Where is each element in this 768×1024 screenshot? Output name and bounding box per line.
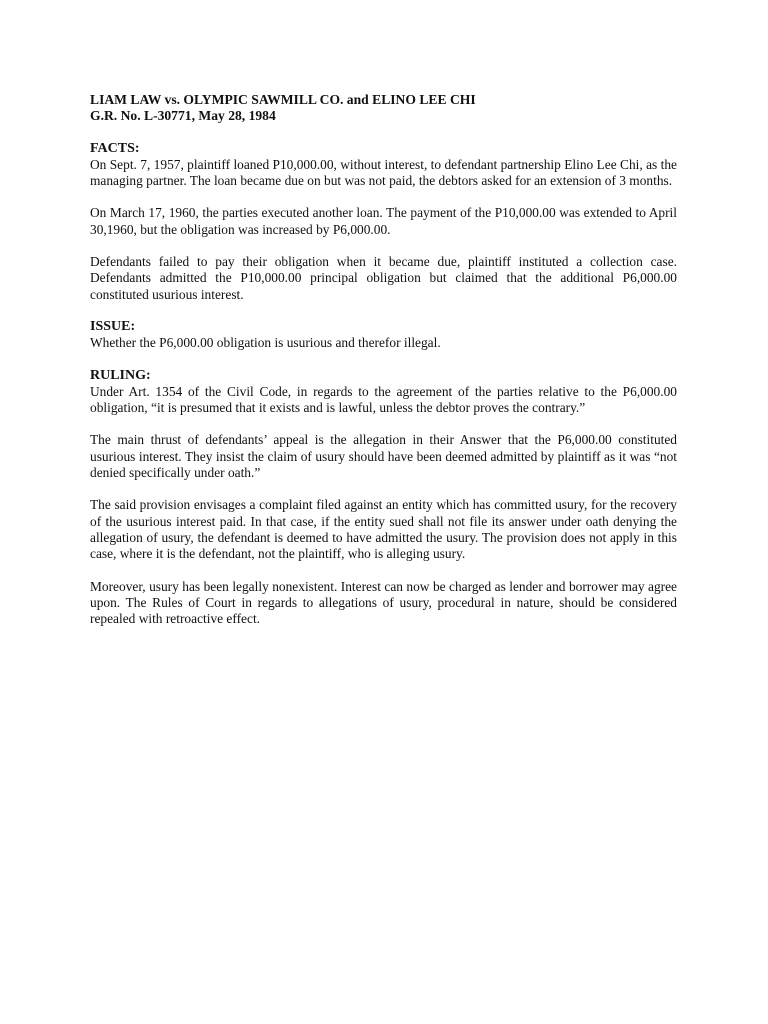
facts-heading: FACTS: — [90, 140, 140, 156]
ruling-paragraph-2: The main thrust of defendants’ appeal is the allegation in their Answer that the P6,000.00 constituted usurious interest. They insist the claim of usury should have been deemed admitted by plaintiff as it was “not denied specifically under oath.” — [90, 432, 677, 481]
ruling-paragraph-4: Moreover, usury has been legally nonexistent. Interest can now be charged as lender and borrower may agree upon. The Rules of Court in regards to allegations of usury, procedural in nature, should be considered repealed with retroactive effect. — [90, 578, 677, 627]
document-page — [90, 92, 677, 627]
case-citation: G.R. No. L-30771, May 28, 1984 — [90, 108, 276, 124]
facts-paragraph-2: On March 17, 1960, the parties executed another loan. The payment of the P10,000.00 was extended to April 30,1960, but the obligation was increased by P6,000.00. — [90, 205, 677, 237]
ruling-paragraph-3: The said provision envisages a complaint filed against an entity which has committed usury, for the recovery of the usurious interest paid. In that case, if the entity sued shall not file its answer under oath denying the allegation of usury, the defendant is deemed to have admitted the usury. The provision does not apply in this case, where it is the defendant, not the plaintiff, who is alleging usury. — [90, 497, 677, 562]
facts-paragraph-3: Defendants failed to pay their obligation when it became due, plaintiff instituted a collection case. Defendants admitted the P10,000.00 principal obligation but claimed that the additional P6,000.00 constituted usurious interest. — [90, 254, 677, 302]
issue-heading: ISSUE: — [90, 318, 136, 334]
case-title: LIAM LAW vs. OLYMPIC SAWMILL CO. and ELINO LEE CHI — [90, 92, 476, 107]
issue-paragraph-1: Whether the P6,000.00 obligation is usurious and therefor illegal. — [90, 335, 441, 351]
ruling-paragraph-1: Under Art. 1354 of the Civil Code, in regards to the agreement of the parties relative to the P6,000.00 obligation, “it is presumed that it exists and is lawful, unless the debtor proves the contrary.” — [90, 383, 677, 416]
facts-paragraph-1: On Sept. 7, 1957, plaintiff loaned P10,000.00, without interest, to defendant partnership Elino Lee Chi, as the managing partner. The loan became due on but was not paid, the debtors asked for an extension of 3 months. — [90, 156, 677, 189]
ruling-heading: RULING: — [90, 367, 151, 383]
